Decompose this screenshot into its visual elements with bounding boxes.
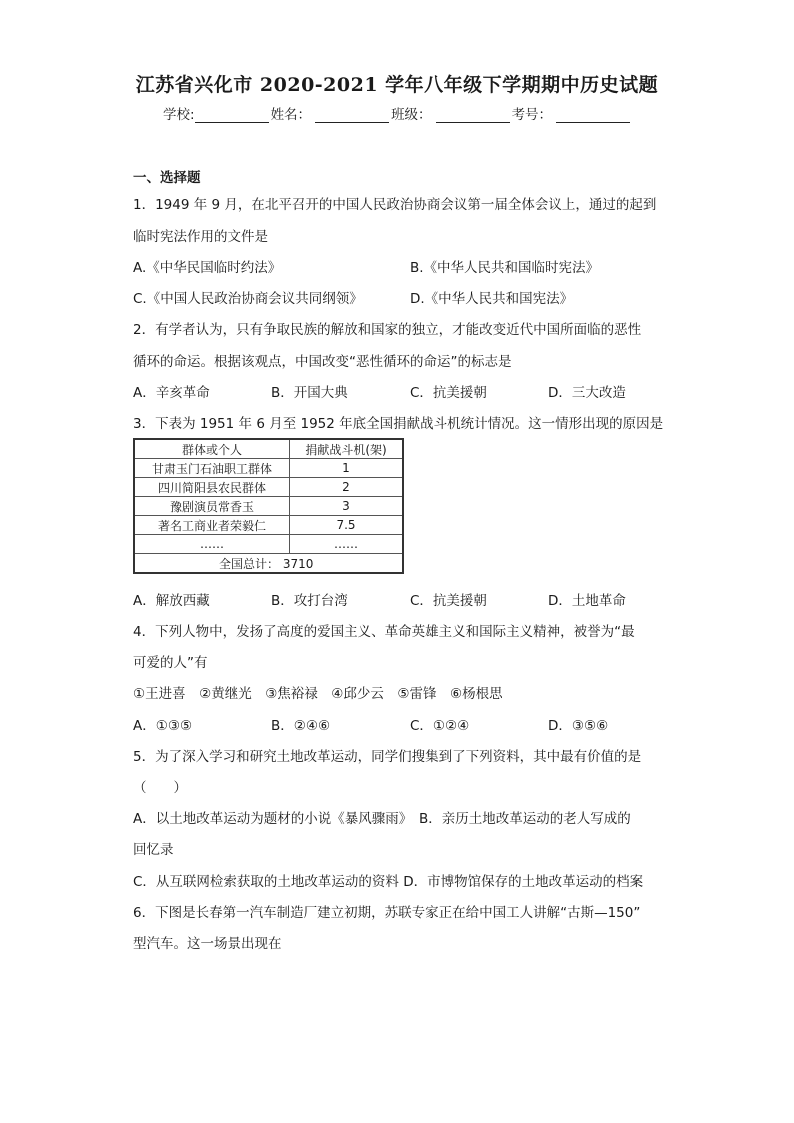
q2-stem-line1: 2．有学者认为，只有争取民族的解放和国家的独立，才能改变近代中国所面临的恶性 xyxy=(133,322,642,338)
q2-stem-line2: 循环的命运。根据该观点，中国改变“恶性循环的命运”的标志是 xyxy=(133,354,512,370)
q4-option-a[interactable]: A．①③⑤ xyxy=(133,718,193,734)
table-row xyxy=(134,535,403,554)
q4-stem-line2: 可爱的人”有 xyxy=(133,655,208,671)
table-cell: 四川简阳县农民群体 xyxy=(134,478,290,497)
q1-option-a[interactable]: A.《中华民国临时约法》 xyxy=(133,260,282,276)
table-row xyxy=(134,497,403,516)
q4-option-b[interactable]: B．②④⑥ xyxy=(271,718,331,734)
class-blank[interactable] xyxy=(436,108,510,123)
table-cell: 豫剧演员常香玉 xyxy=(134,497,290,516)
q5-stem-line1: 5．为了深入学习和研究土地改革运动，同学们搜集到了下列资料，其中最有价值的是 xyxy=(133,749,642,765)
q3-stem-line1: 3．下表为 1951 年 6 月至 1952 年底全国捐献战斗机统计情况。这一情形出现的原因是 xyxy=(133,416,664,432)
q2-option-a[interactable]: A．辛亥革命 xyxy=(133,385,210,401)
school-label: 学校: xyxy=(163,107,195,123)
table-cell: 3 xyxy=(290,497,404,516)
section-heading: 一、选择题 xyxy=(133,170,201,186)
table-cell: 甘肃玉门石油职工群体 xyxy=(134,459,290,478)
table-header-row xyxy=(134,439,403,459)
table-cell: 2 xyxy=(290,478,404,497)
q5-stem-line2: （ ） xyxy=(133,780,187,796)
table-cell: …… xyxy=(134,535,290,554)
q1-stem-line1: 1．1949 年 9 月，在北平召开的中国人民政治协商会议第一届全体会议上，通过的起到 xyxy=(133,197,657,213)
table-row xyxy=(134,516,403,535)
student-info-row xyxy=(163,103,632,123)
table-total: 全国总计： 3710 xyxy=(134,554,403,574)
q1-stem-line2: 临时宪法作用的文件是 xyxy=(133,229,268,245)
q3-option-b[interactable]: B．攻打台湾 xyxy=(271,593,348,609)
q5-option-b-cont[interactable]: 回忆录 xyxy=(133,842,174,858)
table-header: 捐献战斗机(架) xyxy=(290,439,404,459)
exam-title: 江苏省兴化市 2020-2021 学年八年级下学期期中历史试题 xyxy=(135,74,659,96)
q6-stem-line1: 6．下图是长春第一汽车制造厂建立初期，苏联专家正在给中国工人讲解“古斯—150” xyxy=(133,905,641,921)
q5-options-ab[interactable]: A．以土地改革运动为题材的小说《暴风骤雨》 B．亲历土地改革运动的老人写成的 xyxy=(133,811,631,827)
q1-option-c[interactable]: C.《中国人民政治协商会议共同纲领》 xyxy=(133,291,363,307)
name-blank[interactable] xyxy=(315,108,389,123)
table-cell: 1 xyxy=(290,459,404,478)
q2-option-c[interactable]: C．抗美援朝 xyxy=(410,385,487,401)
donation-table xyxy=(133,438,404,574)
q1-option-b[interactable]: B.《中华人民共和国临时宪法》 xyxy=(410,260,600,276)
q4-people-list: ①王进喜 ②黄继光 ③焦裕禄 ④邱少云 ⑤雷锋 ⑥杨根思 xyxy=(133,686,503,702)
table-cell: …… xyxy=(290,535,404,554)
q2-option-b[interactable]: B．开国大典 xyxy=(271,385,348,401)
number-blank[interactable] xyxy=(556,108,630,123)
table-header: 群体或个人 xyxy=(134,439,290,459)
q4-option-d[interactable]: D．③⑤⑥ xyxy=(548,718,609,734)
name-label: 姓名： xyxy=(270,107,312,123)
number-label: 考号： xyxy=(511,107,553,123)
q3-option-a[interactable]: A．解放西藏 xyxy=(133,593,210,609)
q5-options-cd[interactable]: C．从互联网检索获取的土地改革运动的资料 D．市博物馆保存的土地改革运动的档案 xyxy=(133,874,644,890)
table-cell: 7.5 xyxy=(290,516,404,535)
table-row xyxy=(134,459,403,478)
q1-option-d[interactable]: D.《中华人民共和国宪法》 xyxy=(410,291,574,307)
q3-option-d[interactable]: D．土地革命 xyxy=(548,593,626,609)
q3-option-c[interactable]: C．抗美援朝 xyxy=(410,593,487,609)
q4-stem-line1: 4．下列人物中，发扬了高度的爱国主义、革命英雄主义和国际主义精神，被誉为“最 xyxy=(133,624,635,640)
school-blank[interactable] xyxy=(195,108,269,123)
q4-option-c[interactable]: C．①②④ xyxy=(410,718,470,734)
table-cell: 著名工商业者荣毅仁 xyxy=(134,516,290,535)
q6-stem-line2: 型汽车。这一场景出现在 xyxy=(133,936,282,952)
table-total-row xyxy=(134,554,403,574)
table-row xyxy=(134,478,403,497)
q2-option-d[interactable]: D．三大改造 xyxy=(548,385,626,401)
class-label: 班级： xyxy=(391,107,432,123)
